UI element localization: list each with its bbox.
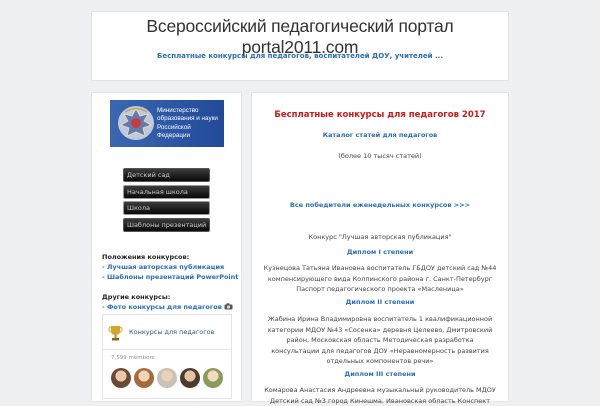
regulation-link-best-publication[interactable]: - Лучшая авторская публикация bbox=[102, 263, 224, 271]
menu-item-school[interactable]: Школа bbox=[123, 201, 210, 215]
vk-group-title[interactable]: Конкурсы для педагогов bbox=[129, 328, 214, 336]
diploma-line: Комарова Анастасия Андреевна музыкальный руководитель МДОУ bbox=[260, 385, 500, 396]
diploma-1-label[interactable]: Диплом I степени bbox=[260, 247, 500, 258]
ministry-banner[interactable] bbox=[110, 100, 224, 147]
regulations-heading: Положения конкурсов: bbox=[102, 253, 189, 261]
member-avatar[interactable] bbox=[157, 368, 177, 388]
diploma-line: отдельных компонентов речи» bbox=[260, 356, 500, 367]
catalog-count: (более 10 тысяч статей) bbox=[260, 151, 500, 162]
sidebar bbox=[91, 92, 242, 402]
camera-icon bbox=[224, 303, 233, 310]
main-content bbox=[251, 92, 509, 402]
trophy-cup-icon bbox=[108, 325, 123, 341]
diploma-line: компенсирующего вида Колпинского района г. Санкт-Петербург bbox=[260, 274, 500, 285]
menu-item-primary-school[interactable]: Начальная школа bbox=[123, 185, 210, 199]
diploma-line: консультации для педагогов ДОУ «Неравномерность развития bbox=[260, 346, 500, 357]
diploma-2-label[interactable]: Диплом II степени bbox=[260, 297, 500, 308]
other-link-photo-contests[interactable]: - Фото конкурсы для педагогов bbox=[102, 303, 233, 311]
diploma-2-text bbox=[260, 314, 500, 367]
diploma-1-text bbox=[260, 263, 500, 295]
site-header bbox=[91, 11, 509, 81]
menu-item-kindergarten[interactable]: Детский сад bbox=[123, 168, 210, 182]
member-avatar[interactable] bbox=[111, 368, 131, 388]
other-contests-heading: Другие конкурсы: bbox=[102, 293, 170, 301]
contest-name: Конкурс "Лучшая авторская публикация" bbox=[260, 232, 500, 243]
regulation-link-label: Лучшая авторская публикация bbox=[107, 263, 224, 271]
diploma-line: Жабина Ирина Владимировна воспитатель 1 квалификационной bbox=[260, 314, 500, 325]
diploma-3-label[interactable]: Диплом III степени bbox=[260, 369, 500, 380]
diploma-3-text bbox=[260, 385, 500, 406]
sidebar-menu bbox=[123, 168, 210, 234]
vk-group-widget[interactable] bbox=[102, 314, 232, 399]
diploma-line: Кузнецова Татьяна Ивановна воспитатель ГБДОУ детский сад №44 bbox=[260, 263, 500, 274]
regulation-link-ppt-templates[interactable]: - Шаблоны презентаций PowerPoint bbox=[102, 273, 238, 281]
banner-text: Министерство образования и науки Российской Федерации bbox=[157, 107, 222, 140]
other-link-label: Фото конкурсы для педагогов bbox=[107, 303, 222, 311]
member-avatar[interactable] bbox=[180, 368, 200, 388]
diploma-line: категории МДОУ №43 «Сосенка» деревня Целеево, Дмитровский bbox=[260, 325, 500, 336]
member-avatar[interactable] bbox=[203, 368, 223, 388]
winners-link[interactable]: Все победители еженедельных конкурсов >>> bbox=[260, 200, 500, 211]
member-avatar[interactable] bbox=[134, 368, 154, 388]
diploma-line: Паспорт педагогического проекта «Масленица» bbox=[260, 284, 500, 295]
site-title[interactable]: Всероссийский педагогический портал portal2011.com bbox=[92, 16, 508, 58]
regulation-link-label: Шаблоны презентаций PowerPoint bbox=[107, 273, 238, 281]
site-tagline: Бесплатные конкурсы для педагогов, воспитателей ДОУ, учителей ... bbox=[92, 52, 508, 60]
catalog-link[interactable]: Каталог статей для педагогов bbox=[260, 130, 500, 141]
page-title: Бесплатные конкурсы для педагогов 2017 bbox=[260, 110, 500, 121]
vk-divider bbox=[103, 349, 231, 350]
diploma-line: Детский сад №3 город Кинешма, Ивановская область Конспект bbox=[260, 396, 500, 406]
vk-members-count: 7,599 members bbox=[111, 355, 155, 361]
menu-item-presentation-templates[interactable]: Шаблоны презентаций bbox=[123, 218, 210, 232]
diploma-line: район, Московская область Методическая разработка bbox=[260, 335, 500, 346]
coat-of-arms-icon bbox=[113, 103, 159, 144]
